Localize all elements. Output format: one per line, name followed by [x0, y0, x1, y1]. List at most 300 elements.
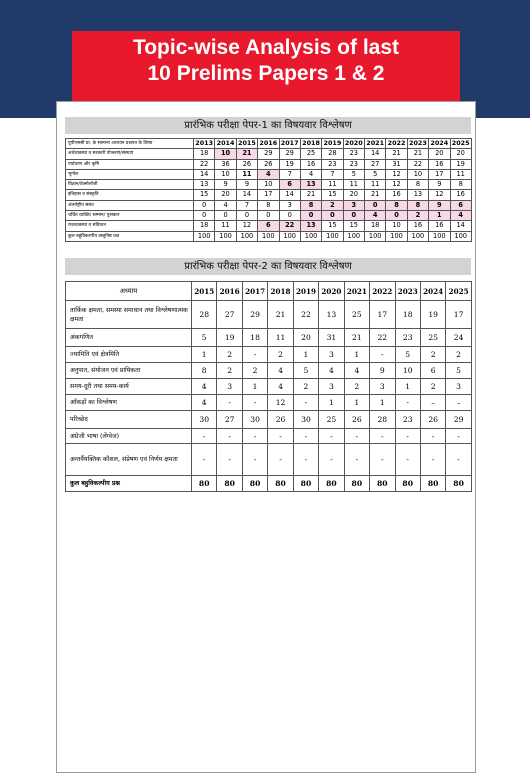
paper2-value-cell: 18 [242, 329, 267, 347]
paper2-value-cell: 1 [395, 379, 420, 395]
paper2-value-cell: 25 [319, 411, 344, 429]
paper1-value-cell: 22 [194, 159, 215, 169]
paper1-topic-cell: भूगोल [66, 169, 194, 179]
paper2-topic-cell: अन्तर्वैयक्तिक कौशल, संप्रेषण एवं निर्णय क्षमता [66, 444, 192, 476]
paper2-year-header: 2023 [395, 282, 420, 301]
paper2-value-cell: 27 [217, 411, 242, 429]
paper1-value-cell: 10 [407, 169, 428, 179]
paper1-year-header: 2017 [280, 139, 299, 147]
paper1-value-cell: 8 [407, 180, 428, 190]
paper1-value-cell: 26 [236, 159, 257, 169]
paper2-value-cell: 2 [344, 379, 369, 395]
paper2-value-cell: 30 [293, 411, 318, 429]
paper1-table-row [66, 221, 472, 231]
paper2-value-cell: 28 [370, 411, 395, 429]
paper2-value-cell: 17 [446, 301, 471, 329]
paper2-value-cell: - [420, 444, 445, 476]
paper1-value-cell: 7 [322, 169, 343, 179]
paper1-value-cell: 29 [258, 149, 279, 159]
paper1-value-cell: 28 [322, 149, 343, 159]
paper1-value-cell: 9 [236, 180, 257, 190]
paper2-value-cell: - [446, 444, 471, 476]
paper1-value-cell: 0 [300, 211, 321, 221]
paper1-table-row [66, 190, 472, 200]
paper1-value-cell: 100 [450, 231, 471, 241]
paper1-value-cell: 17 [258, 190, 279, 200]
paper1-value-cell: 29 [279, 149, 300, 159]
paper2-value-cell: 18 [395, 301, 420, 329]
paper2-value-cell: 80 [293, 476, 318, 492]
paper1-value-cell: 22 [279, 221, 300, 231]
paper1-value-cell: 11 [365, 180, 386, 190]
paper2-topic-cell: अंकगणित [66, 329, 192, 347]
paper2-table-row [66, 444, 472, 476]
paper2-topic-cell: समय-दूरी तथा समय-कार्य [66, 379, 192, 395]
paper2-value-cell: 25 [344, 301, 369, 329]
paper2-value-cell: 11 [268, 329, 293, 347]
paper2-value-cell: - [395, 429, 420, 444]
paper2-year-header: 2025 [446, 282, 471, 301]
paper2-table-row [66, 379, 472, 395]
paper1-value-cell: 15 [322, 221, 343, 231]
paper2-value-cell: 21 [344, 329, 369, 347]
paper1-value-cell: 14 [194, 169, 215, 179]
paper1-year-header: 2025 [451, 139, 470, 147]
paper1-value-cell: 16 [407, 221, 428, 231]
paper1-value-cell: 9 [215, 180, 236, 190]
paper2-value-cell: - [293, 429, 318, 444]
paper2-value-cell: 3 [217, 379, 242, 395]
paper2-year-header: 2018 [268, 282, 293, 301]
paper2-value-cell: 17 [370, 301, 395, 329]
paper2-value-cell: – [446, 395, 471, 411]
paper2-value-cell: - [242, 347, 267, 363]
paper2-value-cell: 21 [268, 301, 293, 329]
paper2-value-cell: 9 [370, 363, 395, 379]
paper2-table-row [66, 395, 472, 411]
paper2-value-cell: 4 [268, 363, 293, 379]
paper2-value-cell: 2 [268, 347, 293, 363]
paper1-table-row [66, 159, 472, 169]
paper1-value-cell: 2 [322, 200, 343, 210]
paper1-value-cell: 4 [450, 211, 471, 221]
paper2-value-cell: - [344, 444, 369, 476]
paper2-value-cell: 25 [420, 329, 445, 347]
paper2-value-cell: 28 [192, 301, 217, 329]
paper1-value-cell: 9 [429, 200, 450, 210]
paper1-year-header: 2019 [323, 139, 342, 147]
paper1-value-cell: 14 [450, 221, 471, 231]
paper2-value-cell: - [395, 395, 420, 411]
title-line-2: 10 Prelims Papers 1 & 2 [147, 62, 385, 85]
paper1-value-cell: 16 [429, 159, 450, 169]
paper1-value-cell: 100 [386, 231, 407, 241]
paper2-value-cell: 3 [319, 347, 344, 363]
paper1-value-cell: 6 [450, 200, 471, 210]
paper1-value-cell: 8 [300, 200, 321, 210]
paper1-value-cell: 11 [215, 221, 236, 231]
paper1-value-cell: 3 [279, 200, 300, 210]
paper2-table-row [66, 329, 472, 347]
paper1-value-cell: 4 [258, 169, 279, 179]
paper2-value-cell: 23 [395, 411, 420, 429]
paper2-value-cell: 20 [293, 329, 318, 347]
paper2-value-cell: 80 [370, 476, 395, 492]
paper1-value-cell: 0 [194, 200, 215, 210]
paper1-value-cell: 31 [386, 159, 407, 169]
paper1-value-cell: 14 [279, 190, 300, 200]
paper1-value-cell: 11 [322, 180, 343, 190]
paper2-value-cell: - [192, 429, 217, 444]
paper2-value-cell: - [242, 429, 267, 444]
paper1-value-cell: 0 [365, 200, 386, 210]
paper1-value-cell: 20 [450, 149, 471, 159]
paper1-value-cell: 100 [365, 231, 386, 241]
paper1-topic-cell: राजव्यवस्था व संविधान [66, 221, 194, 231]
paper1-value-cell: 100 [429, 231, 450, 241]
paper2-value-cell: – [420, 395, 445, 411]
paper1-value-cell: 16 [429, 221, 450, 231]
paper2-value-cell: 80 [268, 476, 293, 492]
paper1-value-cell: 8 [450, 180, 471, 190]
paper1-year-header: 2016 [259, 139, 278, 147]
paper2-table-row [66, 301, 472, 329]
paper2-topic-cell: आँकड़ों का विश्लेषण [66, 395, 192, 411]
paper2-value-cell: - [217, 429, 242, 444]
paper1-value-cell: 11 [450, 169, 471, 179]
paper2-value-cell: - [293, 444, 318, 476]
paper1-value-cell: 21 [386, 149, 407, 159]
paper1-value-cell: 10 [258, 180, 279, 190]
paper2-value-cell: 80 [242, 476, 267, 492]
paper1-value-cell: 25 [300, 149, 321, 159]
paper1-header-row [66, 139, 472, 149]
paper2-value-cell: - [446, 429, 471, 444]
paper1-value-cell: 23 [343, 159, 364, 169]
paper2-table-row [66, 347, 472, 363]
paper1-value-cell: 11 [343, 180, 364, 190]
paper1-value-cell: 22 [407, 159, 428, 169]
paper1-value-cell: 0 [279, 211, 300, 221]
paper1-year-header: 2013 [195, 139, 214, 147]
paper1-heading: प्रारंभिक परीक्षा पेपर-1 का विषयवार विश्लेषण [65, 117, 471, 134]
paper2-value-cell: 5 [192, 329, 217, 347]
paper1-value-cell: 18 [365, 221, 386, 231]
paper2-value-cell: 1 [370, 395, 395, 411]
paper2-topic-cell: तार्किक क्षमता, समस्या समाधान तथा विश्लेषणात्मक क्षमता [66, 301, 192, 329]
paper1-value-cell: 23 [322, 159, 343, 169]
paper2-value-cell: 19 [217, 329, 242, 347]
paper1-value-cell: 20 [215, 190, 236, 200]
paper2-value-cell: 22 [293, 301, 318, 329]
paper1-value-cell: 100 [258, 231, 279, 241]
paper1-topic-cell: पर्यावरण और कृषि [66, 159, 194, 169]
paper1-value-cell: 8 [386, 200, 407, 210]
paper1-value-cell: 21 [365, 190, 386, 200]
paper1-value-cell: 18 [194, 221, 215, 231]
paper1-value-cell: 3 [343, 200, 364, 210]
paper1-table-row [66, 180, 472, 190]
paper1-value-cell: 19 [279, 159, 300, 169]
paper2-value-cell: - [344, 429, 369, 444]
paper1-value-cell: 20 [429, 149, 450, 159]
paper2-value-cell: 4 [344, 363, 369, 379]
paper1-value-cell: 6 [258, 221, 279, 231]
paper2-value-cell: 3 [319, 379, 344, 395]
paper1-value-cell: 100 [407, 231, 428, 241]
paper1-value-cell: 14 [236, 190, 257, 200]
paper1-value-cell: 21 [236, 149, 257, 159]
paper2-value-cell: 80 [420, 476, 445, 492]
paper1-year-header: 2020 [344, 139, 363, 147]
paper1-value-cell: 4 [365, 211, 386, 221]
paper2-header-row [66, 282, 472, 301]
paper1-value-cell: 2 [407, 211, 428, 221]
paper2-value-cell: 80 [319, 476, 344, 492]
paper1-value-cell: 4 [215, 200, 236, 210]
paper1-value-cell: 15 [322, 190, 343, 200]
paper2-value-cell: 4 [192, 379, 217, 395]
paper2-value-cell: 2 [420, 347, 445, 363]
paper1-value-cell: 13 [300, 221, 321, 231]
paper2-value-cell: 30 [192, 411, 217, 429]
paper2-value-cell: - [242, 444, 267, 476]
paper1-value-cell: 7 [279, 169, 300, 179]
paper1-value-cell: 14 [365, 149, 386, 159]
paper1-value-cell: 0 [258, 211, 279, 221]
paper2-value-cell: 80 [344, 476, 369, 492]
paper1-value-cell: 100 [215, 231, 236, 241]
paper2-topic-cell: कुल बहुविकल्पीय प्रश्न [66, 476, 192, 492]
paper2-year-header: 2016 [217, 282, 242, 301]
paper2-value-cell: 27 [217, 301, 242, 329]
paper2-year-header: 2024 [420, 282, 445, 301]
paper2-value-cell: 31 [319, 329, 344, 347]
paper2-value-cell: 29 [446, 411, 471, 429]
paper1-value-cell: 0 [386, 211, 407, 221]
paper1-value-cell: 100 [279, 231, 300, 241]
paper2-value-cell: - [319, 444, 344, 476]
paper2-value-cell: 3 [446, 379, 471, 395]
paper1-value-cell: 100 [300, 231, 321, 241]
paper2-value-cell: - [242, 395, 267, 411]
paper2-value-cell: - [395, 444, 420, 476]
paper2-value-cell: - [268, 444, 293, 476]
paper1-topic-cell: अंतर्राष्ट्रीय संबंध [66, 200, 194, 210]
paper1-table [65, 138, 472, 242]
paper1-value-cell: 1 [429, 211, 450, 221]
paper2-value-cell: 2 [446, 347, 471, 363]
paper2-value-cell: 23 [395, 329, 420, 347]
paper2-value-cell: - [217, 395, 242, 411]
paper2-value-cell: 24 [446, 329, 471, 347]
paper1-value-cell: 9 [429, 180, 450, 190]
paper2-value-cell: - [293, 395, 318, 411]
paper2-value-cell: - [420, 429, 445, 444]
paper2-value-cell: 1 [192, 347, 217, 363]
paper2-table-row [66, 363, 472, 379]
paper2-value-cell: 80 [395, 476, 420, 492]
paper2-value-cell: 3 [370, 379, 395, 395]
paper1-year-header: 2018 [302, 139, 320, 147]
paper2-table-row [66, 429, 472, 444]
paper2-year-header: 2020 [319, 282, 344, 301]
paper1-year-header: 2024 [430, 139, 449, 147]
paper1-value-cell: 21 [407, 149, 428, 159]
paper2-value-cell: 26 [344, 411, 369, 429]
paper2-topic-cell: ज्यामिति एवं क्षेत्रमिति [66, 347, 192, 363]
paper1-year-header: 2021 [366, 139, 385, 147]
paper1-value-cell: 0 [194, 211, 215, 221]
paper1-value-cell: 8 [258, 200, 279, 210]
paper2-value-cell: 13 [319, 301, 344, 329]
paper2-value-cell: - [217, 444, 242, 476]
paper2-value-cell: 30 [242, 411, 267, 429]
paper1-value-cell: 12 [386, 180, 407, 190]
paper1-value-cell: 10 [386, 221, 407, 231]
paper1-table-row [66, 211, 472, 221]
paper2-value-cell: 80 [446, 476, 471, 492]
paper1-value-cell: 18 [194, 149, 215, 159]
paper1-value-cell: 13 [407, 190, 428, 200]
paper1-value-cell: 11 [236, 169, 257, 179]
paper1-value-cell: 21 [300, 190, 321, 200]
paper2-value-cell: 2 [217, 347, 242, 363]
paper2-value-cell: 29 [242, 301, 267, 329]
paper1-table-row [66, 231, 472, 241]
paper2-value-cell: 6 [420, 363, 445, 379]
paper2-value-cell: 1 [319, 395, 344, 411]
paper1-value-cell: 10 [215, 169, 236, 179]
paper2-value-cell: 22 [370, 329, 395, 347]
paper2-table-row [66, 411, 472, 429]
paper1-value-cell: 19 [450, 159, 471, 169]
paper1-value-cell: 23 [343, 149, 364, 159]
paper2-topic-cell: अंग्रेजी भाषा (लेंग्वेज) [66, 429, 192, 444]
paper2-value-cell: 80 [217, 476, 242, 492]
paper1-value-cell: 100 [236, 231, 257, 241]
paper2-topic-cell: परिच्छेद [66, 411, 192, 429]
title-line-1: Topic-wise Analysis of last [132, 36, 400, 59]
paper1-value-cell: 36 [215, 159, 236, 169]
paper1-value-cell: 26 [258, 159, 279, 169]
paper1-year-header: 2014 [216, 139, 235, 147]
paper2-year-header: 2021 [344, 282, 369, 301]
paper2-year-header: 2017 [242, 282, 267, 301]
paper2-table [65, 281, 472, 492]
paper1-value-cell: 6 [279, 180, 300, 190]
paper1-value-cell: 4 [300, 169, 321, 179]
paper1-value-cell: 10 [215, 149, 236, 159]
paper2-value-cell: 4 [268, 379, 293, 395]
paper2-year-header: 2019 [293, 282, 318, 301]
paper1-topic-cell: अर्थव्यवस्था व सरकारी योजनाएं/संस्थाएं [66, 149, 194, 159]
paper2-value-cell: 4 [192, 395, 217, 411]
paper1-topic-cell: कुल बहुविकल्पीय वस्तुनिष्ठ प्रश्न [66, 231, 194, 241]
paper1-value-cell: 0 [215, 211, 236, 221]
paper1-value-cell: 8 [407, 200, 428, 210]
paper1-year-header: 2015 [238, 139, 256, 147]
paper2-value-cell: 4 [319, 363, 344, 379]
paper2-value-cell: - [319, 429, 344, 444]
paper2-value-cell: - [370, 347, 395, 363]
paper1-topic-cell: विज्ञान/टेक्नोलॉजी [66, 180, 194, 190]
paper2-topic-cell: अनुपात, संयोजन एवं प्रायिकता [66, 363, 192, 379]
paper2-value-cell: 1 [344, 395, 369, 411]
paper2-year-header: 2022 [370, 282, 395, 301]
paper2-value-cell: 8 [192, 363, 217, 379]
paper2-value-cell: 12 [268, 395, 293, 411]
paper2-header-label: अध्याय [66, 282, 192, 301]
paper2-value-cell: - [370, 429, 395, 444]
page-title [72, 31, 460, 111]
paper2-value-cell: 2 [217, 363, 242, 379]
paper2-value-cell: 5 [293, 363, 318, 379]
paper1-table-row [66, 149, 472, 159]
paper1-value-cell: 16 [450, 190, 471, 200]
paper1-table-row [66, 200, 472, 210]
paper1-header-label: यूपीएससी प्रा. के सामान्य अध्ययन प्रश्नपत्र के विषय [66, 139, 194, 149]
paper2-value-cell: 19 [420, 301, 445, 329]
paper1-value-cell: 12 [236, 221, 257, 231]
paper2-value-cell: 1 [242, 379, 267, 395]
paper1-value-cell: 0 [343, 211, 364, 221]
paper2-value-cell: 1 [293, 347, 318, 363]
paper2-value-cell: - [192, 444, 217, 476]
paper1-value-cell: 13 [300, 180, 321, 190]
paper1-value-cell: 16 [300, 159, 321, 169]
paper2-value-cell: 2 [242, 363, 267, 379]
paper2-value-cell: 26 [420, 411, 445, 429]
paper2-value-cell: 80 [192, 476, 217, 492]
paper2-table-row [66, 476, 472, 492]
paper2-value-cell: 2 [420, 379, 445, 395]
paper2-value-cell: 2 [293, 379, 318, 395]
paper2-value-cell: 26 [268, 411, 293, 429]
paper1-value-cell: 16 [386, 190, 407, 200]
paper1-year-header: 2022 [387, 139, 406, 147]
paper1-value-cell: 15 [194, 190, 215, 200]
paper1-value-cell: 0 [322, 211, 343, 221]
paper2-year-header: 2015 [192, 282, 217, 301]
paper1-value-cell: 12 [386, 169, 407, 179]
paper1-table-row [66, 169, 472, 179]
paper1-value-cell: 27 [365, 159, 386, 169]
paper1-value-cell: 0 [236, 211, 257, 221]
paper2-value-cell: - [370, 444, 395, 476]
paper1-value-cell: 20 [343, 190, 364, 200]
paper1-topic-cell: चर्चित व्यक्ति/ सम्मान/ पुरस्कार [66, 211, 194, 221]
paper1-value-cell: 100 [194, 231, 215, 241]
paper1-value-cell: 15 [343, 221, 364, 231]
paper1-value-cell: 17 [429, 169, 450, 179]
paper1-value-cell: 7 [236, 200, 257, 210]
paper2-value-cell: 5 [446, 363, 471, 379]
paper2-value-cell: 1 [344, 347, 369, 363]
paper1-value-cell: 5 [343, 169, 364, 179]
paper2-value-cell: 10 [395, 363, 420, 379]
paper1-topic-cell: इतिहास व संस्कृति [66, 190, 194, 200]
paper1-value-cell: 100 [343, 231, 364, 241]
paper1-year-header: 2023 [409, 139, 427, 147]
paper1-value-cell: 12 [429, 190, 450, 200]
paper1-value-cell: 5 [365, 169, 386, 179]
paper2-value-cell: 5 [395, 347, 420, 363]
paper1-value-cell: 13 [194, 180, 215, 190]
paper1-value-cell: 100 [322, 231, 343, 241]
paper2-value-cell: - [268, 429, 293, 444]
paper2-heading: प्रारंभिक परीक्षा पेपर-2 का विषयवार विश्लेषण [65, 258, 471, 275]
